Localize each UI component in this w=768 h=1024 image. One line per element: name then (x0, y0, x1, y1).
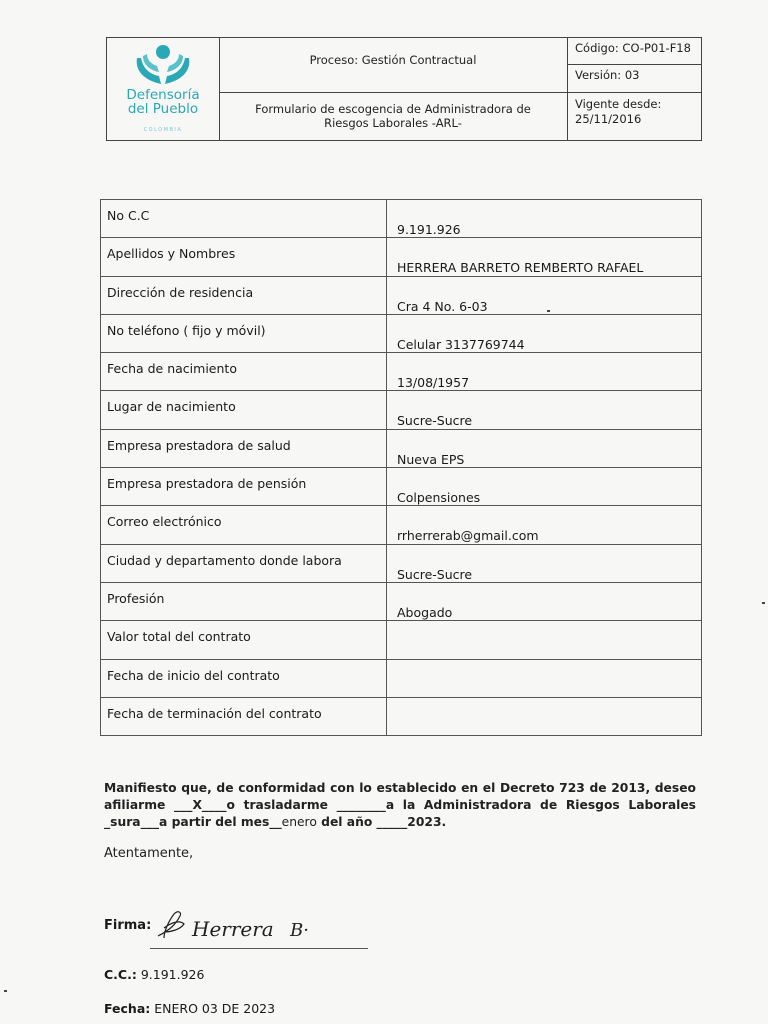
field-value (387, 659, 702, 697)
field-value: HERRERA BARRETO REMBERTO RAFAEL (387, 238, 702, 276)
id-number (104, 967, 204, 982)
field-label: Lugar de nacimiento (101, 391, 387, 429)
table-row (101, 468, 702, 506)
table-row (101, 238, 702, 276)
declaration-line-1: Manifiesto que, de conformidad con lo establecido en el Decreto 723 de 2013, deseo (104, 781, 696, 795)
field-value: Colpensiones (387, 468, 702, 506)
table-row (101, 544, 702, 582)
signature-label: Firma: (104, 918, 152, 933)
table-row (101, 506, 702, 544)
defensoria-logo (107, 38, 219, 140)
field-label: Ciudad y departamento donde labora (101, 544, 387, 582)
field-value (387, 621, 702, 659)
table-row (101, 200, 702, 238)
document-header (106, 37, 702, 141)
id-label: C.C.: (104, 967, 137, 982)
field-label: Dirección de residencia (101, 276, 387, 314)
field-label: Fecha de nacimiento (101, 353, 387, 391)
document-version: Versión: 03 (575, 68, 640, 82)
logo-text-line2: del Pueblo (127, 101, 199, 117)
field-value: Sucre-Sucre (387, 391, 702, 429)
declaration-line-3-start: _sura___a partir del mes__ (104, 815, 282, 829)
field-label: No teléfono ( fijo y móvil) (101, 314, 387, 352)
field-value (387, 697, 702, 735)
declaration-month: enero (281, 815, 317, 829)
table-row (101, 582, 702, 620)
id-value: 9.191.926 (140, 967, 205, 982)
field-label: Correo electrónico (101, 506, 387, 544)
personal-data-table (100, 199, 702, 736)
field-label: Empresa prestadora de salud (101, 429, 387, 467)
field-value: Celular 3137769744 (387, 314, 702, 352)
logo-subtitle: COLOMBIA (143, 127, 183, 133)
form-title-line1: Formulario de escogencia de Administradora de (255, 102, 531, 116)
table-row (101, 353, 702, 391)
field-label: Valor total del contrato (101, 621, 387, 659)
field-label: Fecha de inicio del contrato (101, 659, 387, 697)
declaration-line-3 (104, 814, 696, 831)
declaration-line-3-end: del año _____2023. (316, 815, 447, 829)
table-row (101, 314, 702, 352)
field-label: No C.C (101, 200, 387, 238)
table-row (101, 621, 702, 659)
table-row (101, 659, 702, 697)
svg-text:B·: B· (290, 920, 309, 941)
handwritten-signature (150, 906, 350, 946)
date-label: Fecha: (104, 1001, 151, 1016)
table-row (101, 391, 702, 429)
field-value: Nueva EPS (387, 429, 702, 467)
closing-text: Atentamente, (104, 846, 194, 861)
field-value: 13/08/1957 (387, 353, 702, 391)
svg-text:Herrera: Herrera (192, 917, 274, 941)
field-value: rrherrerab@gmail.com (387, 506, 702, 544)
signature-line (150, 948, 368, 949)
field-label: Empresa prestadora de pensión (101, 468, 387, 506)
process-name: Proceso: Gestión Contractual (309, 53, 477, 67)
table-row (101, 276, 702, 314)
document-code: Código: CO-P01-F18 (575, 41, 691, 55)
field-value: 9.191.926 (387, 200, 702, 238)
table-row (101, 429, 702, 467)
field-label: Apellidos y Nombres (101, 238, 387, 276)
signature-date (104, 1001, 275, 1016)
table-row (101, 697, 702, 735)
field-value: Cra 4 No. 6-03 (387, 276, 702, 314)
field-value: Sucre-Sucre (387, 544, 702, 582)
field-value: Abogado (387, 582, 702, 620)
logo-text-line1: Defensoría (126, 87, 200, 103)
declaration-paragraph (104, 780, 696, 831)
valid-from-date: 25/11/2016 (575, 112, 642, 126)
form-title-line2: Riesgos Laborales -ARL- (324, 116, 462, 130)
field-label: Profesión (101, 582, 387, 620)
date-value: ENERO 03 DE 2023 (154, 1001, 276, 1016)
declaration-line-2: afiliarme ___X____o trasladarme ________a la Administradora de Riesgos Laborales (104, 798, 696, 812)
field-label: Fecha de terminación del contrato (101, 697, 387, 735)
valid-from-label: Vigente desde: (575, 97, 662, 111)
